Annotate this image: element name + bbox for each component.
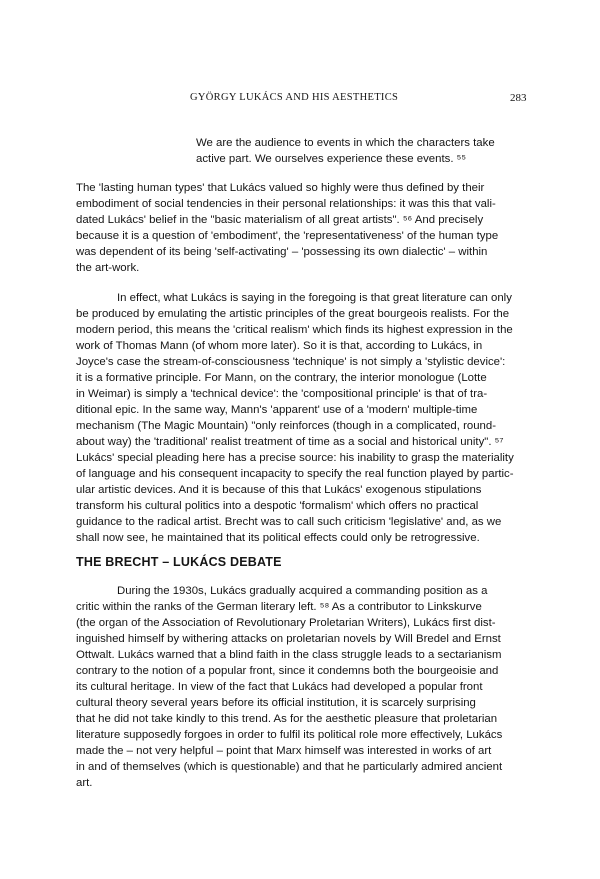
paragraph-line: Lukács' special pleading here has a precise source: his inability to grasp the materiality (76, 452, 514, 464)
paragraph-line: embodiment of social tendencies in their personal relationships: it was this that vali- (76, 198, 496, 210)
paragraph-line: in Weimar) is simply a 'technical device': the 'compositional principle' is that of tra- (76, 388, 488, 400)
paragraph-line: of language and his consequent incapacity to specify the real function played by partic- (76, 468, 514, 480)
paragraph-line: critic within the ranks of the German literary left. ⁵⁸ As a contributor to Linkskurve (76, 601, 482, 613)
paragraph-line: work of Thomas Mann (of whom more later). So it is that, according to Lukács, in (76, 340, 483, 352)
paragraph-line: Joyce's case the stream-of-consciousness 'technique' is not simply a 'stylistic device': (76, 356, 506, 368)
section-heading: THE BRECHT – LUKÁCS DEBATE (76, 555, 282, 569)
paragraph-line: because it is a question of 'embodiment', the 'representativeness' of the human type (76, 230, 499, 242)
paragraph-line: it is a formative principle. For Mann, on the contrary, the interior monologue (Lotte (76, 372, 487, 384)
paragraph-line: The 'lasting human types' that Lukács valued so highly were thus defined by their (76, 182, 485, 194)
paragraph-line: guidance to the radical artist. Brecht was to call such criticism 'legislative' and, as we (76, 516, 502, 528)
paragraph-line: inguished himself by withering attacks on proletarian novels by Will Bredel and Ernst (76, 633, 501, 645)
paragraph-line: in and of themselves (which is questionable) and that he particularly admired ancient (76, 761, 503, 773)
paragraph-line: about way) the 'traditional' realist treatment of time as a social and historical unity". ⁵⁷ (76, 436, 504, 448)
paragraph-line: that he did not take kindly to this trend. As for the aesthetic pleasure that proletarian (76, 713, 498, 725)
paragraph-line: art. (76, 777, 93, 789)
paragraph-line: the art-work. (76, 262, 140, 274)
paragraph-line: dated Lukács' belief in the "basic materialism of all great artists". ⁵⁶ And precisely (76, 214, 484, 226)
paragraph-line: transform his cultural politics into a despotic 'formalism' which offers no practical (76, 500, 479, 512)
paragraph-line: (the organ of the Association of Revolutionary Proletarian Writers), Lukács first dist- (76, 617, 496, 629)
paragraph-line: contrary to the notion of a popular front, since it condemns both the bourgeoisie and (76, 665, 499, 677)
paragraph-line: cultural theory several years before its official institution, it is scarcely surprising (76, 697, 476, 709)
page-number: 283 (510, 92, 527, 104)
paragraph-line: was dependent of its being 'self-activating' – 'possessing its own dialectic' – within (76, 246, 488, 258)
running-head: GYÖRGY LUKÁCS AND HIS AESTHETICS (190, 92, 399, 103)
paragraph-line: ditional epic. In the same way, Mann's 'apparent' use of a 'modern' multiple-time (76, 404, 478, 416)
quote-line: We are the audience to events in which the characters take (196, 137, 495, 149)
quote-line: active part. We ourselves experience these events. ⁵⁵ (196, 153, 467, 165)
paragraph-line: In effect, what Lukács is saying in the foregoing is that great literature can only (117, 292, 512, 304)
paragraph-line: modern period, this means the 'critical realism' which finds its highest expression in the (76, 324, 513, 336)
paragraph-line: During the 1930s, Lukács gradually acquired a commanding position as a (117, 585, 488, 597)
paragraph-line: mechanism (The Magic Mountain) "only reinforces (though in a complicated, round- (76, 420, 496, 432)
paragraph-line: its cultural heritage. In view of the fact that Lukács had developed a popular front (76, 681, 483, 693)
paragraph-line: ular artistic devices. And it is because of this that Lukács' exogenous stipulations (76, 484, 482, 496)
paragraph-line: be produced by emulating the artistic principles of the great bourgeois realists. For the (76, 308, 510, 320)
paragraph-line: made the – not very helpful – point that Marx himself was interested in works of art (76, 745, 492, 757)
paragraph-line: Ottwalt. Lukács warned that a blind faith in the class struggle leads to a sectarianism (76, 649, 502, 661)
paragraph-line: shall now see, he maintained that its political effects could only be retrogressive. (76, 532, 480, 544)
paragraph-line: literature supposedly forgoes in order to fulfil its political role more effectively, Lukács (76, 729, 503, 741)
